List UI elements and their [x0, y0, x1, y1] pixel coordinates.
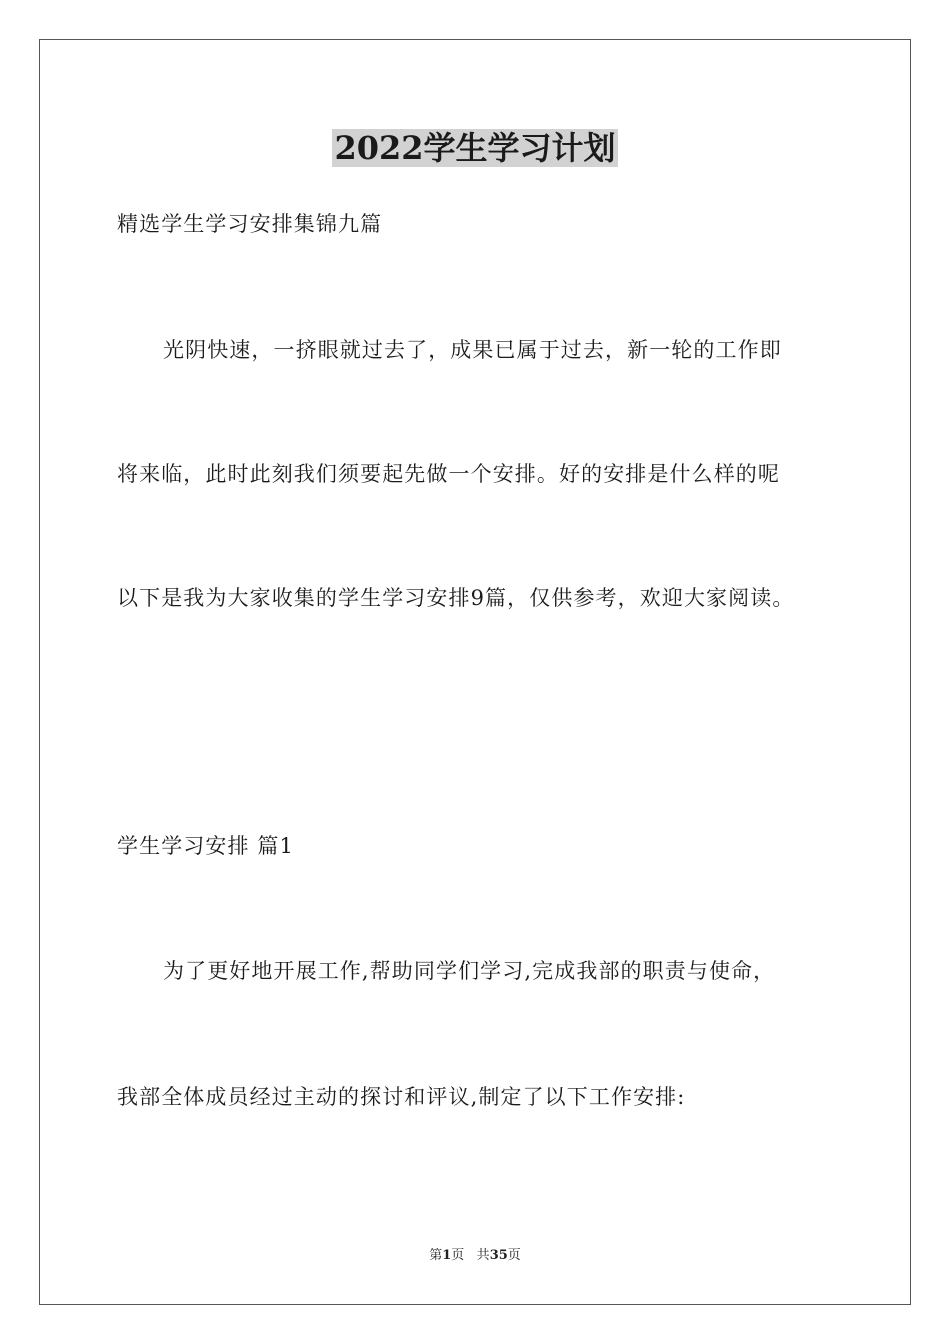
- section-heading: 学生学习安排 篇1: [117, 834, 294, 858]
- document-subtitle: 精选学生学习安排集锦九篇: [117, 212, 383, 236]
- footer-total-prefix: 共: [476, 1248, 490, 1263]
- intro-line-1: 光阴快速，一挤眼就过去了，成果已属于过去，新一轮的工作即: [163, 338, 782, 362]
- intro-line-2: 将来临，此时此刻我们须要起先做一个安排。好的安排是什么样的呢: [117, 462, 780, 486]
- footer-total-suffix: 页: [507, 1248, 521, 1263]
- intro-line-3: 以下是我为大家收集的学生学习安排9篇，仅供参考，欢迎大家阅读。: [117, 586, 795, 610]
- section-line-2: 我部全体成员经过主动的探讨和评议,制定了以下工作安排:: [117, 1085, 686, 1109]
- footer-page-suffix: 页: [451, 1248, 465, 1263]
- document-title-text: 2022学生学习计划: [334, 129, 616, 167]
- document-title: [0, 128, 950, 168]
- page-footer: [0, 1247, 950, 1265]
- section-line-1: 为了更好地开展工作,帮助同学们学习,完成我部的职责与使命，: [163, 959, 776, 983]
- footer-page-number: 1: [442, 1248, 452, 1263]
- footer-total-pages: 35: [489, 1248, 508, 1263]
- footer-prefix: 第: [429, 1248, 443, 1263]
